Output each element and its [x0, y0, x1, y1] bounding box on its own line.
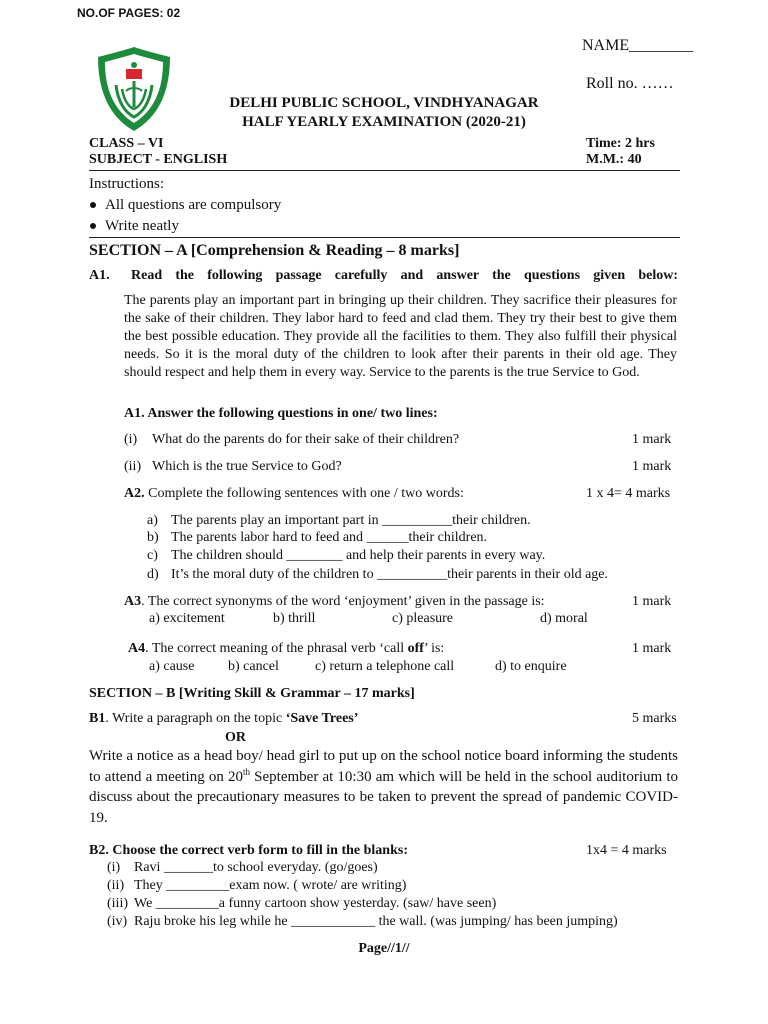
school-name: DELHI PUBLIC SCHOOL, VINDHYANAGAR	[229, 95, 539, 111]
a2-marks: 1 x 4= 4 marks	[586, 486, 671, 501]
a4-option: d) to enquire	[495, 659, 567, 674]
a2-item-number: d)	[147, 567, 159, 582]
b2-marks: 1x4 = 4 marks	[586, 843, 667, 858]
q1-heading: A1. Answer the following questions in one/ two lines:	[124, 406, 438, 421]
class-label: CLASS – VI	[89, 136, 164, 151]
exam-title: HALF YEARLY EXAMINATION (2020-21)	[242, 114, 526, 130]
b2-heading: B2. Choose the correct verb form to fill in the blanks:	[89, 843, 408, 858]
notice-question: Write a notice as a head boy/ head girl to put up on the school notice board informing the students to attend a meeting on 20th September at 10:30 am which will be held in the school auditorium to discuss about the precautionary measures to be taken to prevent the spread of pandemic COVID-19.	[89, 748, 678, 826]
section-b-title: SECTION – B [Writing Skill & Grammar – 17 marks]	[89, 686, 415, 701]
b1-marks: 5 marks	[632, 711, 677, 726]
b2-item-number: (iii)	[107, 896, 128, 911]
question-b1: B1. Write a paragraph on the topic ‘Save Trees’	[89, 711, 359, 726]
page-count: NO.OF PAGES: 02	[77, 6, 181, 20]
a2-item-number: b)	[147, 530, 159, 545]
question-a3: A3. The correct synonyms of the word ‘enjoyment’ given in the passage is:	[124, 594, 545, 609]
q1-item-marks: 1 mark	[632, 459, 672, 474]
max-marks-label: M.M.: 40	[586, 152, 642, 167]
question-a1-number: A1.	[89, 268, 110, 283]
section-a-title: SECTION – A [Comprehension & Reading – 8 marks]	[89, 242, 460, 259]
q1-item-number: (i)	[124, 432, 138, 447]
q1-item-number: (ii)	[124, 459, 142, 474]
a2-item-text: It’s the moral duty of the children to __________their parents in their old age.	[171, 567, 609, 582]
bullet-icon	[90, 202, 96, 208]
a4-option: c) return a telephone call	[315, 659, 455, 674]
reading-passage: The parents play an important part in bringing up their children. They sacrifice their pleasures for the sake of their children. They labor hard to feed and clad them. They try their best to give them the best possible education. They provide all the facilities to them. They also fulfill their physical needs. So it is the moral duty of the children to look after their parents in their old age. They should respect and help them in every way. Service to the parents is the true Service to God.	[124, 293, 677, 380]
instructions-title: Instructions:	[89, 176, 164, 192]
a4-option: b) cancel	[228, 659, 279, 674]
instruction-item: Write neatly	[90, 218, 179, 235]
a2-item-text: The parents labor hard to feed and ______their children.	[171, 530, 488, 545]
question-a2: A2. Complete the following sentences with one / two words:	[124, 486, 464, 501]
b2-item-number: (ii)	[107, 878, 125, 893]
q1-item-marks: 1 mark	[632, 432, 672, 447]
b2-item-text: We _________a funny cartoon show yesterday. (saw/ have seen)	[134, 896, 497, 911]
instruction-item: All questions are compulsory	[90, 197, 281, 214]
b2-item-text: Raju broke his leg while he ____________ the wall. (was jumping/ has been jumping)	[134, 914, 618, 929]
b2-item-text: Ravi _______to school everyday. (go/goes)	[134, 860, 378, 875]
q1-item-text: Which is the true Service to God?	[152, 459, 342, 474]
a4-marks: 1 mark	[632, 641, 672, 656]
b2-item-number: (i)	[107, 860, 121, 875]
question-a4: A4. The correct meaning of the phrasal verb ‘call off’ is:	[128, 641, 445, 656]
bullet-icon	[90, 223, 96, 229]
question-a1-text: Read the following passage carefully and answer the questions given below:	[131, 268, 678, 283]
roll-number-field: Roll no. ……	[586, 75, 674, 92]
a2-item-number: c)	[147, 548, 158, 563]
a2-item-text: The parents play an important part in __________their children.	[171, 513, 531, 528]
a4-option: a) cause	[149, 659, 195, 674]
a3-option: a) excitement	[149, 611, 225, 626]
a3-option: c) pleasure	[392, 611, 454, 626]
a2-item-number: a)	[147, 513, 158, 528]
or-label: OR	[225, 730, 246, 745]
subject-label: SUBJECT - ENGLISH	[89, 152, 228, 167]
instructions-divider	[89, 237, 680, 238]
time-label: Time: 2 hrs	[586, 136, 655, 151]
a3-marks: 1 mark	[632, 594, 672, 609]
q1-item-text: What do the parents do for their sake of their children?	[152, 432, 460, 447]
a3-option: d) moral	[540, 611, 588, 626]
header-divider	[89, 170, 680, 171]
a2-item-text: The children should ________ and help their parents in every way.	[171, 548, 546, 563]
a3-option: b) thrill	[273, 611, 316, 626]
name-field: NAME________	[582, 37, 694, 54]
b2-item-text: They _________exam now. ( wrote/ are writing)	[134, 878, 407, 893]
page-footer: Page//1//	[358, 941, 410, 956]
b2-item-number: (iv)	[107, 914, 128, 929]
